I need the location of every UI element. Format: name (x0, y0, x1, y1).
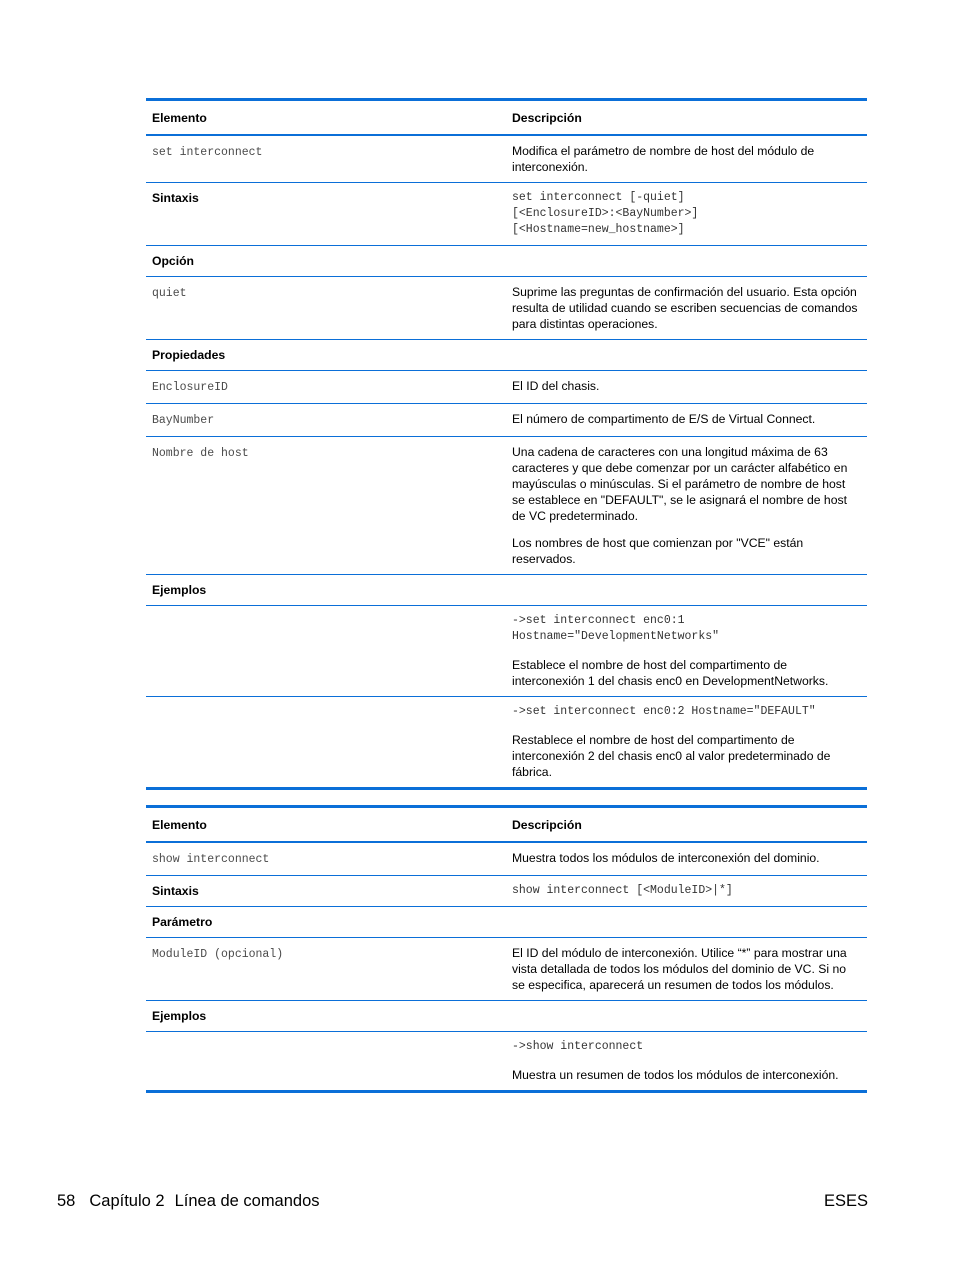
column-header-element: Elemento (146, 100, 506, 136)
command-description: Muestra todos los módulos de interconexión del dominio. (506, 842, 867, 876)
parameter-name: ModuleID (opcional) (152, 948, 284, 961)
example-description: Restablece el nombre de host del compartimento de interconexión 2 del chasis enc0 al valor predeterminado de fábrica. (512, 733, 831, 779)
table-row (146, 404, 867, 437)
table-row (146, 183, 867, 246)
examples-label: Ejemplos (146, 1001, 506, 1032)
option-label: Opción (146, 246, 506, 277)
property-description: El número de compartimento de E/S de Virtual Connect. (506, 404, 867, 437)
table-row (146, 876, 867, 907)
command-name: set interconnect (152, 146, 263, 159)
table-row (146, 1032, 867, 1092)
example-description: Establece el nombre de host del compartimento de interconexión 1 del chasis enc0 en DevelopmentNetworks. (512, 658, 829, 688)
option-name: quiet (152, 287, 187, 300)
table-row (146, 437, 867, 575)
table-row (146, 371, 867, 404)
footer-language-code: ESES (824, 1192, 869, 1210)
column-header-description: Descripción (506, 807, 867, 843)
table-header-row (146, 100, 867, 136)
chapter-title: Línea de comandos (174, 1192, 320, 1210)
set-interconnect-table (146, 98, 867, 790)
chapter-label: Capítulo 2 (89, 1192, 165, 1210)
property-name: Nombre de host (152, 447, 249, 460)
table-row (146, 277, 867, 340)
table-header-row (146, 807, 867, 843)
table-section-row (146, 246, 867, 277)
syntax-label: Sintaxis (146, 183, 506, 246)
property-note: Los nombres de host que comienzan por "VCE" están reservados. (512, 536, 804, 566)
parameter-description: El ID del módulo de interconexión. Utilice “*” para mostrar una vista detallada de todos los módulos del dominio de VC. Si no se especifica, aparecerá un resumen de todos los módulos. (506, 938, 867, 1001)
examples-label: Ejemplos (146, 575, 506, 606)
example-code: ->set interconnect enc0:2 Hostname="DEFAULT" (512, 705, 816, 718)
show-interconnect-table (146, 805, 867, 1093)
table-section-row (146, 575, 867, 606)
table-row (146, 606, 867, 697)
example-code: ->show interconnect (512, 1040, 644, 1053)
table-row (146, 842, 867, 876)
property-description: Una cadena de caracteres con una longitud máxima de 63 caracteres y que debe comenzar por un carácter alfabético en mayúsculas o minúsculas. Si el parámetro de nombre de host se establece en "DEFAULT", se le asignará el nombre de host de VC predeterminado. (512, 445, 848, 523)
column-header-description: Descripción (506, 100, 867, 136)
syntax-label: Sintaxis (146, 876, 506, 907)
syntax-code: set interconnect [-quiet] [<EnclosureID>:<BayNumber>] [<Hostname=new_hostname>] (512, 191, 699, 236)
parameter-label: Parámetro (146, 907, 506, 938)
column-header-element: Elemento (146, 807, 506, 843)
table-row (146, 135, 867, 183)
command-description: Modifica el parámetro de nombre de host del módulo de interconexión. (506, 135, 867, 183)
properties-label: Propiedades (146, 340, 506, 371)
property-name: EnclosureID (152, 381, 228, 394)
table-row (146, 938, 867, 1001)
example-code: ->set interconnect enc0:1 Hostname="DevelopmentNetworks" (512, 614, 720, 643)
table-section-row (146, 340, 867, 371)
syntax-code: show interconnect [<ModuleID>|*] (512, 884, 733, 897)
property-name: BayNumber (152, 414, 215, 427)
table-section-row (146, 907, 867, 938)
example-description: Muestra un resumen de todos los módulos de interconexión. (512, 1068, 839, 1082)
option-description: Suprime las preguntas de confirmación del usuario. Esta opción resulta de utilidad cuando se escriben secuencias de comandos para distintas operaciones. (506, 277, 867, 340)
page-footer (57, 1191, 320, 1211)
table-section-row (146, 1001, 867, 1032)
property-description: El ID del chasis. (506, 371, 867, 404)
command-name: show interconnect (152, 853, 270, 866)
page-number: 58 (57, 1192, 76, 1210)
table-row (146, 697, 867, 789)
